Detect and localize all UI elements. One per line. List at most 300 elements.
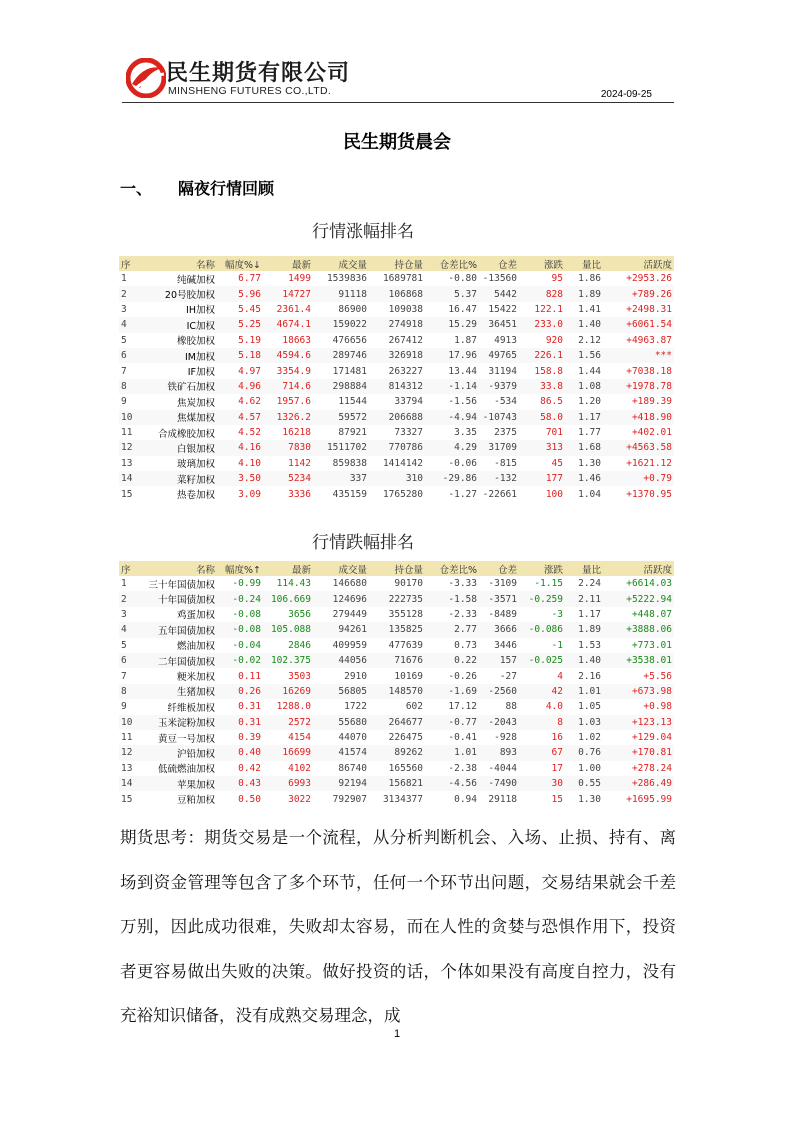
table-cell: 1.89: [565, 286, 603, 301]
table-cell: 15: [121, 793, 133, 805]
table-cell: 2910: [344, 670, 367, 682]
table-cell: 36451: [479, 317, 519, 332]
table-cell: 8: [119, 684, 133, 699]
table-cell: 8: [119, 379, 141, 394]
column-header[interactable]: 持仓量: [369, 256, 425, 271]
table-cell: 0.11: [238, 670, 261, 682]
table-cell: 90170: [394, 578, 423, 590]
table-cell: 87921: [338, 427, 367, 439]
table-cell: 1.30: [578, 793, 601, 805]
table-row[interactable]: [119, 622, 674, 637]
table-cell: 7: [121, 365, 127, 377]
table-cell: 2572: [263, 715, 313, 730]
table-cell: 4913: [494, 334, 517, 346]
table-row[interactable]: [119, 271, 674, 286]
table-cell: 15422: [488, 303, 517, 315]
table-cell: 92194: [313, 776, 369, 791]
table-cell: -3.33: [448, 578, 477, 590]
table-cell: 4.0: [545, 701, 563, 713]
table-cell: -534: [494, 396, 517, 408]
table-cell: +418.90: [603, 410, 674, 425]
table-cell: -815: [494, 457, 517, 469]
table-cell: 893: [479, 745, 519, 760]
table-row[interactable]: [119, 440, 674, 455]
table-row[interactable]: [119, 394, 674, 409]
table-cell: 146680: [332, 578, 367, 590]
table-cell: 156821: [369, 776, 425, 791]
table-cell: 2.11: [565, 591, 603, 606]
table-cell: 73327: [394, 427, 423, 439]
table-cell: 148570: [369, 684, 425, 699]
contract-name: 菜籽加权: [141, 471, 217, 486]
column-header[interactable]: 活跃度: [603, 256, 674, 271]
table-cell: 279449: [332, 608, 367, 620]
table-cell: 42: [519, 684, 565, 699]
table-cell: -0.24: [217, 591, 263, 606]
table-row[interactable]: [119, 302, 674, 317]
table-cell: 0.39: [238, 732, 261, 744]
table-cell: 3354.9: [276, 365, 311, 377]
table-cell: +773.01: [631, 639, 672, 651]
contract-name: 20号胶加权: [141, 286, 217, 301]
table-cell: 0.42: [238, 762, 261, 774]
table-cell: 1511702: [313, 440, 369, 455]
table-cell: -9379: [479, 379, 519, 394]
table-cell: 0.73: [454, 639, 477, 651]
column-header[interactable]: 名称: [133, 561, 217, 576]
table-cell: 157: [479, 653, 519, 668]
column-header[interactable]: 序: [119, 256, 141, 271]
table-cell: 11544: [338, 396, 367, 408]
contract-name: IH加权: [186, 305, 215, 317]
table-cell: 1.41: [578, 303, 601, 315]
contract-name: 十年国债加权: [133, 591, 217, 606]
table-cell: 15: [551, 793, 563, 805]
table-cell: 1.40: [565, 317, 603, 332]
table-cell: 30: [519, 776, 565, 791]
table-cell: 13: [121, 762, 133, 774]
table-cell: 263227: [388, 365, 423, 377]
company-name-cn: 民生期货有限公司: [166, 61, 351, 86]
table-cell: 1.01: [425, 745, 479, 760]
table-cell: 4.97: [238, 365, 261, 377]
table-row[interactable]: [119, 745, 674, 760]
section-title: 隔夜行情回顾: [178, 179, 275, 198]
table-cell: 920: [545, 334, 563, 346]
table-cell: 16.47: [448, 303, 477, 315]
column-header[interactable]: 持仓量: [369, 561, 425, 576]
column-header[interactable]: 序: [119, 561, 133, 576]
table-cell: 226.1: [519, 348, 565, 363]
company-name-en: MINSHENG FUTURES CO.,LTD.: [168, 85, 332, 97]
table-cell: 12: [119, 745, 133, 760]
contract-name: 白银加权: [141, 440, 217, 455]
table-cell: 13: [121, 457, 133, 469]
contract-name: 黄豆一号加权: [157, 733, 215, 745]
company-logo-icon: [126, 58, 166, 98]
table-cell: -13560: [482, 273, 517, 285]
table-cell: 45: [551, 457, 563, 469]
table-row[interactable]: [119, 425, 674, 440]
table-cell: 14727: [263, 286, 313, 301]
table-cell: ***: [603, 348, 674, 363]
table-cell: 114.43: [276, 578, 311, 590]
table-cell: 17.96: [425, 348, 479, 363]
table-cell: +1695.99: [626, 793, 672, 805]
column-header[interactable]: 涨跌: [519, 256, 565, 271]
table-cell: 3: [121, 608, 127, 620]
contract-name: 纯碱加权: [176, 274, 215, 286]
table-cell: -3571: [479, 591, 519, 606]
table-cell: +5.56: [643, 670, 672, 682]
table-cell: 31194: [488, 365, 517, 377]
column-header[interactable]: 仓差比%: [425, 256, 479, 271]
contract-name: 粳米加权: [176, 672, 215, 684]
table-cell: +7038.18: [626, 365, 672, 377]
table-cell: 29118: [488, 793, 517, 805]
table-cell: 267412: [388, 334, 423, 346]
table-cell: 3134377: [382, 793, 423, 805]
table-cell: +6614.03: [626, 578, 672, 590]
table-cell: 1499: [288, 273, 311, 285]
table-row[interactable]: [119, 286, 674, 301]
column-header[interactable]: 涨跌: [519, 561, 565, 576]
table-cell: 5.25: [217, 317, 263, 332]
table-cell: 2: [119, 591, 133, 606]
table-cell: -132: [479, 471, 519, 486]
table-cell: 7: [121, 670, 127, 682]
table-cell: 5.37: [425, 286, 479, 301]
table-cell: 1957.6: [276, 396, 311, 408]
table-row[interactable]: [119, 699, 674, 714]
table-cell: 4: [119, 317, 141, 332]
table-cell: 10: [119, 410, 141, 425]
table-cell: 0.76: [565, 745, 603, 760]
table-cell: 233.0: [519, 317, 565, 332]
table-cell: +6061.54: [603, 317, 674, 332]
table-cell: -928: [494, 732, 517, 744]
table-row[interactable]: [119, 761, 674, 776]
table-cell: 4.16: [217, 440, 263, 455]
table-cell: -0.99: [232, 578, 261, 590]
section-heading: [120, 176, 274, 199]
table-cell: 1414142: [382, 457, 423, 469]
table-cell: -1.15: [534, 578, 563, 590]
table-cell: 1.56: [565, 348, 603, 363]
table-cell: 1288.0: [276, 701, 311, 713]
table-row[interactable]: [119, 730, 674, 745]
table-cell: 177: [519, 471, 565, 486]
table-cell: 0.43: [217, 776, 263, 791]
table-cell: 0.22: [425, 653, 479, 668]
column-header[interactable]: 幅度%↑: [217, 561, 263, 576]
table-cell: 1326.2: [263, 410, 313, 425]
table-cell: 41574: [313, 745, 369, 760]
table-cell: -10743: [479, 410, 519, 425]
table-cell: 5.18: [217, 348, 263, 363]
table-cell: 86.5: [540, 396, 563, 408]
table-cell: 1.30: [578, 457, 601, 469]
table-cell: 3446: [494, 639, 517, 651]
table-cell: -4044: [488, 762, 517, 774]
column-header[interactable]: 成交量: [313, 561, 369, 576]
table-cell: 100: [545, 488, 563, 500]
table-cell: 2.12: [578, 334, 601, 346]
table-cell: 122.1: [534, 303, 563, 315]
contract-name: 焦炭加权: [176, 397, 215, 409]
table-cell: 7830: [263, 440, 313, 455]
table-cell: -2043: [479, 715, 519, 730]
table-cell: 5234: [263, 471, 313, 486]
table-cell: 16218: [282, 427, 311, 439]
table-cell: 3022: [288, 793, 311, 805]
column-header[interactable]: 幅度%↓: [217, 256, 263, 271]
table-cell: 6993: [263, 776, 313, 791]
table-cell: 31709: [479, 440, 519, 455]
table-cell: 1.03: [565, 715, 603, 730]
contract-name: 三十年国债加权: [148, 579, 215, 591]
column-header[interactable]: 成交量: [313, 256, 369, 271]
table-cell: 8: [519, 715, 565, 730]
table-cell: 4: [557, 670, 563, 682]
table-cell: 15: [121, 488, 133, 500]
table-cell: +2498.31: [626, 303, 672, 315]
table-cell: 4674.1: [263, 317, 313, 332]
table-row[interactable]: [119, 471, 674, 486]
table-row[interactable]: [119, 456, 674, 471]
table-cell: -1.69: [425, 684, 479, 699]
table-cell: 17.12: [448, 701, 477, 713]
table-cell: 44070: [338, 732, 367, 744]
table-cell: 158.8: [534, 365, 563, 377]
table-cell: +189.39: [631, 396, 672, 408]
contract-name: 低硫燃油加权: [157, 764, 215, 776]
table-cell: 6: [119, 653, 133, 668]
table-row[interactable]: [119, 348, 674, 363]
table-cell: 4.96: [217, 379, 263, 394]
table-cell: 14: [119, 471, 141, 486]
table-cell: +1978.78: [603, 379, 674, 394]
table-row[interactable]: [119, 776, 674, 791]
table-cell: 106.669: [263, 591, 313, 606]
table-cell: 792907: [332, 793, 367, 805]
column-header[interactable]: 最新: [263, 561, 313, 576]
table-cell: 313: [519, 440, 565, 455]
column-header[interactable]: 活跃度: [603, 561, 674, 576]
table-cell: 159022: [313, 317, 369, 332]
table-cell: +0.98: [643, 701, 672, 713]
table-cell: +789.26: [603, 286, 674, 301]
contract-name: 玻璃加权: [176, 459, 215, 471]
table-cell: 15.29: [425, 317, 479, 332]
table-cell: -2560: [479, 684, 519, 699]
table-cell: 94261: [313, 622, 369, 637]
table-cell: +3538.01: [603, 653, 674, 668]
table-cell: 2361.4: [276, 303, 311, 315]
table-cell: -1.56: [448, 396, 477, 408]
table-cell: 1.04: [578, 488, 601, 500]
table-cell: 1.68: [565, 440, 603, 455]
table-row[interactable]: [119, 410, 674, 425]
table-cell: 828: [519, 286, 565, 301]
table-row[interactable]: [119, 653, 674, 668]
table-cell: 3: [121, 303, 127, 315]
contract-name: 鸡蛋加权: [176, 610, 215, 622]
table-row[interactable]: [119, 486, 674, 501]
table-cell: 1.89: [565, 622, 603, 637]
table-row[interactable]: [119, 363, 674, 378]
table-cell: +278.24: [631, 762, 672, 774]
table-cell: 4594.6: [263, 348, 313, 363]
table-cell: 337: [313, 471, 369, 486]
losers-table: [119, 561, 674, 807]
table-cell: -0.02: [217, 653, 263, 668]
table-cell: 1.77: [578, 427, 601, 439]
contract-name: 沪铅加权: [133, 745, 217, 760]
gainers-table: [119, 256, 674, 502]
table-cell: 0.31: [217, 715, 263, 730]
table-cell: 476656: [332, 334, 367, 346]
table-cell: 14: [119, 776, 133, 791]
table-cell: 2: [119, 286, 141, 301]
table-cell: 49765: [479, 348, 519, 363]
table-cell: 33794: [394, 396, 423, 408]
table-row[interactable]: [119, 576, 674, 591]
table-cell: -2.38: [448, 762, 477, 774]
table-cell: 3503: [288, 670, 311, 682]
table-cell: +123.13: [603, 715, 674, 730]
table-cell: 16699: [263, 745, 313, 760]
table-cell: -0.08: [217, 622, 263, 637]
page-title: 民生期货晨会: [343, 132, 451, 153]
table-cell: 1722: [344, 701, 367, 713]
table-cell: 4: [119, 622, 133, 637]
table-cell: 4.62: [238, 396, 261, 408]
table-cell: 2.24: [578, 578, 601, 590]
table-cell: 0.50: [238, 793, 261, 805]
table-cell: 91118: [313, 286, 369, 301]
table-row[interactable]: [119, 591, 674, 606]
table-cell: 5.19: [238, 334, 261, 346]
table-cell: 11: [121, 732, 133, 744]
contract-name: IC加权: [141, 317, 217, 332]
table-cell: 1.87: [454, 334, 477, 346]
column-header[interactable]: 名称: [141, 256, 217, 271]
table-cell: +1370.95: [626, 488, 672, 500]
table-cell: 3.35: [454, 427, 477, 439]
table-cell: 2846: [288, 639, 311, 651]
table-cell: 289746: [313, 348, 369, 363]
table-cell: 10169: [394, 670, 423, 682]
table-cell: 770786: [369, 440, 425, 455]
table-row[interactable]: [119, 317, 674, 332]
column-header[interactable]: 量比: [565, 561, 603, 576]
table-row[interactable]: [119, 791, 674, 806]
table-row[interactable]: [119, 715, 674, 730]
report-date: 2024-09-25: [600, 89, 652, 100]
table-cell: 11: [121, 427, 133, 439]
table-cell: 16269: [263, 684, 313, 699]
table-cell: +1621.12: [626, 457, 672, 469]
table-row[interactable]: [119, 668, 674, 683]
table-cell: 310: [369, 471, 425, 486]
table-cell: 5: [121, 639, 127, 651]
table-cell: 165560: [388, 762, 423, 774]
table-cell: 1.05: [578, 701, 601, 713]
column-header[interactable]: 仓差: [479, 256, 519, 271]
table-cell: 2.16: [578, 670, 601, 682]
contract-name: 橡胶加权: [176, 336, 215, 348]
table-cell: +4563.58: [603, 440, 674, 455]
column-header[interactable]: 仓差比%: [425, 561, 479, 576]
table-cell: -0.259: [519, 591, 565, 606]
table-cell: -0.04: [232, 639, 261, 651]
table-row[interactable]: [119, 607, 674, 622]
contract-name: 纤维板加权: [167, 702, 215, 714]
table-cell: 814312: [369, 379, 425, 394]
table-cell: -29.86: [425, 471, 479, 486]
contract-name: 铁矿石加权: [141, 379, 217, 394]
table-cell: 102.375: [263, 653, 313, 668]
table-cell: 1539836: [326, 273, 367, 285]
table-cell: 5442: [479, 286, 519, 301]
table-cell: +4963.87: [626, 334, 672, 346]
column-header[interactable]: 量比: [565, 256, 603, 271]
table-cell: 264677: [369, 715, 425, 730]
table-cell: -0.41: [448, 732, 477, 744]
table-cell: 16: [551, 732, 563, 744]
table-cell: -1.27: [448, 488, 477, 500]
table-cell: 0.26: [217, 684, 263, 699]
table-cell: 89262: [369, 745, 425, 760]
table-cell: 4.57: [217, 410, 263, 425]
table-cell: 4.10: [238, 457, 261, 469]
table-cell: -1: [551, 639, 563, 651]
table-cell: -4.94: [425, 410, 479, 425]
table-cell: 298884: [313, 379, 369, 394]
table-cell: 10: [119, 715, 133, 730]
table-cell: 1.46: [565, 471, 603, 486]
table-cell: 2.77: [425, 622, 479, 637]
table-row[interactable]: [119, 333, 674, 348]
table-cell: -0.06: [448, 457, 477, 469]
table-cell: 435159: [332, 488, 367, 500]
table-row[interactable]: [119, 379, 674, 394]
contract-name: 五年国债加权: [133, 622, 217, 637]
table-cell: -0.08: [232, 608, 261, 620]
table-cell: 86900: [338, 303, 367, 315]
table-cell: 4.52: [238, 427, 261, 439]
table-cell: 4154: [288, 732, 311, 744]
column-header[interactable]: 最新: [263, 256, 313, 271]
table-cell: -3109: [488, 578, 517, 590]
table-cell: 13.44: [448, 365, 477, 377]
table-cell: 33.8: [519, 379, 565, 394]
gainers-header-row: [119, 256, 674, 271]
table-cell: 3666: [479, 622, 519, 637]
section-number: 一、: [120, 179, 153, 198]
table-cell: 56805: [313, 684, 369, 699]
table-cell: 95: [551, 273, 563, 285]
table-cell: 1: [121, 578, 127, 590]
table-cell: 1.86: [578, 273, 601, 285]
table-row[interactable]: [119, 684, 674, 699]
column-header[interactable]: 仓差: [479, 561, 519, 576]
table-row[interactable]: [119, 638, 674, 653]
contract-name: 燃油加权: [176, 641, 215, 653]
table-cell: 135825: [369, 622, 425, 637]
table-cell: +673.98: [603, 684, 674, 699]
